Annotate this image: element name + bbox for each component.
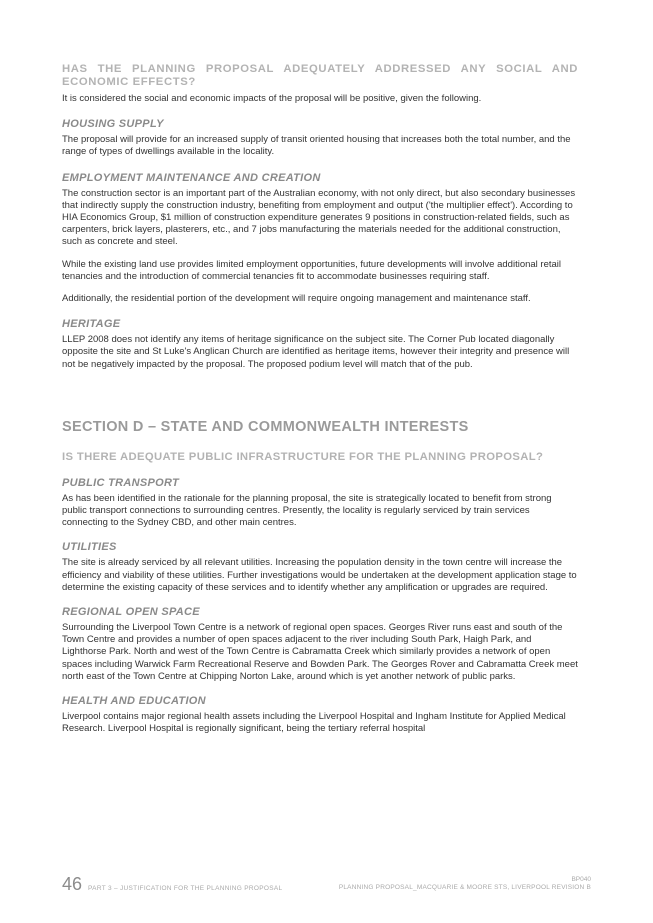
page-content	[62, 0, 578, 735]
document-code: BP040	[571, 876, 591, 883]
health-education-text: Liverpool contains major regional health assets including the Liverpool Hospital and Ingham Institute for Applied Medical Research. Liverpool Hospital is regionally significant, being the tertiary referral hospital	[62, 711, 566, 735]
section-d-title: SECTION D – STATE AND COMMONWEALTH INTERESTS	[62, 418, 469, 435]
employment-paragraph-1: The construction sector is an important part of the Australian economy, with not only direct, but also secondary businesses that indirectly supply the construction industry, benefiting from employment and output ('the multiplier effect'). According to HIA Economics Group, $1 million of construction expenditure generates 9 positions in construction-related fields, such as carpenters, brick layers, plasterers, etc., and 7 jobs manufacturing the materials needed for the additional construction, such as concrete and steel.	[62, 187, 576, 248]
utilities-heading: UTILITIES	[62, 541, 117, 554]
health-education-heading: HEALTH AND EDUCATION	[62, 695, 206, 708]
utilities-text: The site is already serviced by all relevant utilities. Increasing the population density in the town centre will increase the efficiency and viability of these utilities. Further investigations would be undertaken at the development application stage to determine the existing capacity of these services and to identify whether any amplification or upgrades are required.	[62, 557, 577, 593]
regional-open-space-text: Surrounding the Liverpool Town Centre is a network of regional open spaces. Georges River runs east and south of the Town Centre and provides a number of open spaces adjacent to the river including South Park, Haigh Park, and Lighthorse Park. North and west of the Town Centre is Cabramatta Creek which similarly provides a network of open spaces including Warwick Farm Recreational Reserve and Bowden Park. The Georges Rover and Cabramatta Creek meet north east of the Town Centre at Chipping Norton Lake, around which is yet another network of public parks.	[62, 622, 578, 682]
employment-paragraph-3: Additionally, the residential portion of the development will require ongoing management and maintenance staff.	[62, 293, 531, 305]
infrastructure-question: IS THERE ADEQUATE PUBLIC INFRASTRUCTURE FOR THE PLANNING PROPOSAL?	[62, 450, 544, 463]
employment-paragraph-2: While the existing land use provides limited employment opportunities, future developments will involve additional retail tenancies and the introduction of commercial tenancies fit to accommodate businesses requiring staff.	[62, 258, 562, 282]
footer-left	[62, 874, 282, 894]
housing-supply-text: The proposal will provide for an increased supply of transit oriented housing that increases both the total number, and the range of types of dwellings available in the locality.	[62, 134, 571, 158]
public-transport-text: As has been identified in the rationale for the planning proposal, the site is strategically located to benefit from strong public transport connections to surrounding centres. Presently, the locality is regularly serviced by train services connecting to the Sydney CBD, and other main centres.	[62, 492, 552, 529]
housing-supply-heading: HOUSING SUPPLY	[62, 118, 164, 131]
document-title: PLANNING PROPOSAL_MACQUARIE & MOORE STS, LIVERPOOL REVISION B	[338, 884, 591, 891]
social-economic-question: HAS THE PLANNING PROPOSAL ADEQUATELY ADDRESSED ANY SOCIAL AND ECONOMIC EFFECTS?	[62, 63, 578, 88]
footer-right	[339, 876, 591, 892]
part-label: PART 3 – JUSTIFICATION FOR THE PLANNING PROPOSAL	[88, 885, 283, 892]
employment-heading: EMPLOYMENT MAINTENANCE AND CREATION	[62, 171, 321, 184]
public-transport-heading: PUBLIC TRANSPORT	[62, 476, 180, 489]
regional-open-space-heading: REGIONAL OPEN SPACE	[62, 606, 200, 619]
page-number: 46	[62, 874, 83, 894]
heritage-text: LLEP 2008 does not identify any items of heritage significance on the subject site. The Corner Pub located diagonally opposite the site and St Luke's Anglican Church are identified as heritage items, however their integrity and presence will not be negatively impacted by the proposal. The proposed podium level will match that of the pub.	[62, 334, 570, 370]
social-intro: It is considered the social and economic impacts of the proposal will be positive, given the following.	[62, 93, 482, 104]
heritage-heading: HERITAGE	[62, 318, 121, 331]
